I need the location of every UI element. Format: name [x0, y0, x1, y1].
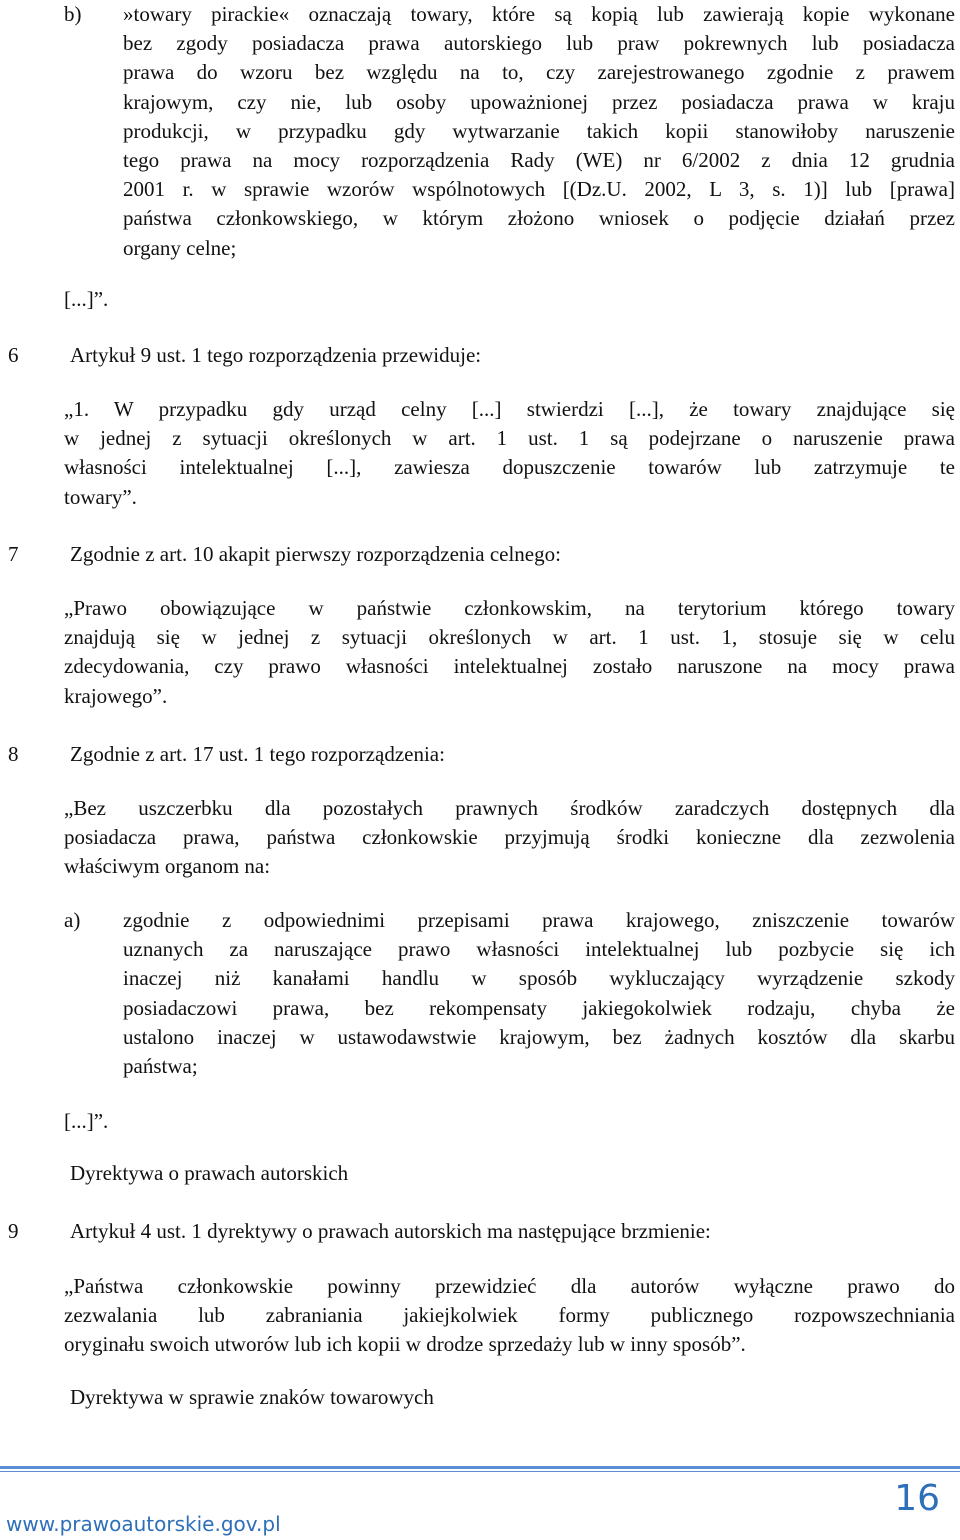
- text-line: własności intelektualnej [...], zawiesza dopuszczenie towarów lub zatrzymuje te: [64, 455, 955, 480]
- text-line: organy celne;: [123, 235, 237, 260]
- ellipsis-2: [...]”.: [64, 1109, 109, 1133]
- para-6-intro: Artykuł 9 ust. 1 tego rozporządzenia przewiduje:: [70, 343, 482, 367]
- para-9-quote: [64, 1272, 955, 1360]
- footer-rule-thin: [0, 1471, 960, 1472]
- para-6-quote: [64, 395, 955, 512]
- text-line: „Bez uszczerbku dla pozostałych prawnych środków zaradczych dostępnych dla: [64, 796, 955, 820]
- heading-copyright-directive: Dyrektywa o prawach autorskich: [70, 1161, 349, 1185]
- para-9-intro: Artykuł 4 ust. 1 dyrektywy o prawach autorskich ma następujące brzmienie:: [70, 1219, 711, 1243]
- text-line: produkcji, w przypadku gdy wytwarzanie takich kopii stanowiłoby naruszenie: [123, 118, 955, 143]
- item-a-text: [123, 906, 955, 1081]
- text-line: „1. W przypadku gdy urząd celny [...] stwierdzi [...], że towary znajdujące się: [64, 397, 955, 421]
- text-line: znajdują się w jednej z sytuacji określonych w art. 1 ust. 1, stosuje się w celu: [64, 625, 955, 650]
- text-line: tego prawa na mocy rozporządzenia Rady (WE) nr 6/2002 z dnia 12 grudnia: [123, 148, 955, 173]
- para-6-number: 6: [8, 343, 19, 367]
- text-line: państwa członkowskiego, w którym złożono wniosek o podjęcie działań przez: [123, 206, 955, 231]
- ellipsis-1: [...]”.: [64, 287, 109, 311]
- text-line: krajowego”.: [64, 683, 168, 708]
- para-8-intro: Zgodnie z art. 17 ust. 1 tego rozporządzenia:: [70, 742, 445, 766]
- text-line: zgodnie z odpowiednimi przepisami prawa krajowego, zniszczenie towarów: [123, 908, 955, 932]
- item-b-text: [123, 0, 955, 263]
- para-7-intro: Zgodnie z art. 10 akapit pierwszy rozporządzenia celnego:: [70, 542, 561, 566]
- text-line: „Prawo obowiązujące w państwie członkowskim, na terytorium którego towary: [64, 596, 955, 620]
- text-line: posiadacza prawa, państwa członkowskie przyjmują środki konieczne dla zezwolenia: [64, 825, 955, 850]
- text-line: bez zgody posiadacza prawa autorskiego lub praw pokrewnych lub posiadacza: [123, 31, 955, 56]
- text-line: posiadaczowi prawa, bez rekompensaty jakiegokolwiek rodzaju, chyba że: [123, 995, 955, 1020]
- text-line: inaczej niż kanałami handlu w sposób wykluczający wyrządzenie szkody: [123, 966, 955, 991]
- text-line: państwa;: [123, 1054, 198, 1079]
- text-line: w jednej z sytuacji określonych w art. 1 ust. 1 są podejrzane o naruszenie prawa: [64, 426, 955, 451]
- text-line: towary”.: [64, 484, 137, 509]
- text-line: ustalono inaczej w ustawodawstwie krajowym, bez żadnych kosztów dla skarbu: [123, 1024, 955, 1049]
- item-b-label: b): [64, 2, 82, 26]
- item-a-label: a): [64, 908, 81, 932]
- text-line: zdecydowania, czy prawo własności intelektualnej zostało naruszone na mocy prawa: [64, 654, 955, 679]
- text-line: oryginału swoich utworów lub ich kopii w drodze sprzedaży lub w inny sposób”.: [64, 1332, 746, 1357]
- para-8-number: 8: [8, 742, 19, 766]
- text-line: „Państwa członkowskie powinny przewidzieć dla autorów wyłączne prawo do: [64, 1274, 955, 1298]
- text-line: prawa do wzoru bez względu na to, czy zarejestrowanego zgodnie z prawem: [123, 60, 955, 85]
- text-line: uznanych za naruszające prawo własności intelektualnej lub pozbycie się ich: [123, 937, 955, 962]
- text-line: »towary pirackie« oznaczają towary, które są kopią lub zawierają kopie wykonane: [123, 2, 955, 26]
- para-8-quote: [64, 794, 955, 882]
- page-number: 16: [894, 1478, 940, 1519]
- text-line: właściwym organom na:: [64, 854, 271, 879]
- text-line: krajowym, czy nie, lub osoby upoważnionej przez posiadacza prawa w kraju: [123, 89, 955, 114]
- footer-website-link[interactable]: www.prawoautorskie.gov.pl: [6, 1512, 281, 1536]
- para-7-quote: [64, 594, 955, 711]
- para-7-number: 7: [8, 542, 19, 566]
- para-9-number: 9: [8, 1219, 19, 1243]
- text-line: 2001 r. w sprawie wzorów wspólnotowych [(Dz.U. 2002, L 3, s. 1)] lub [prawa]: [123, 177, 955, 202]
- text-line: zezwalania lub zabraniania jakiejkolwiek formy publicznego rozpowszechniania: [64, 1303, 955, 1328]
- heading-trademark-directive: Dyrektywa w sprawie znaków towarowych: [70, 1385, 434, 1409]
- footer-rule: [0, 1466, 960, 1469]
